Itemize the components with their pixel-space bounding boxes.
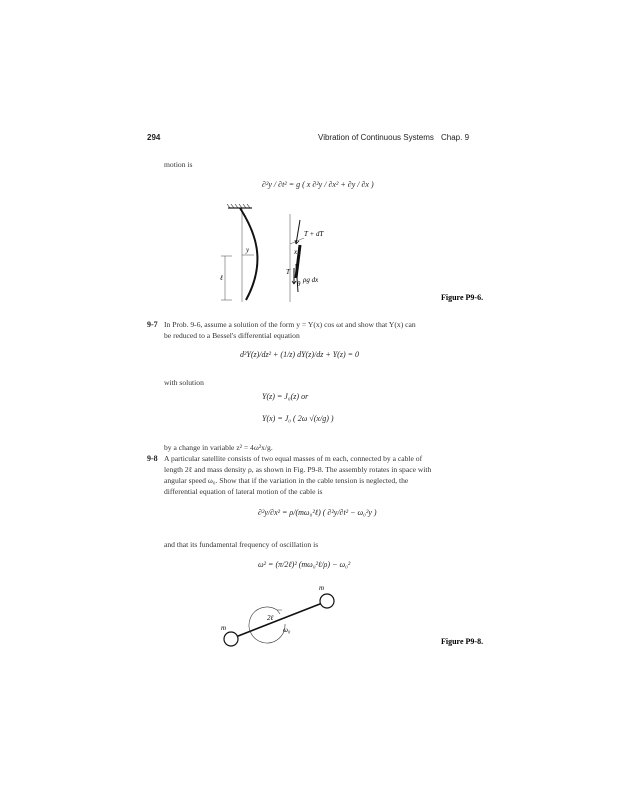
label-mass-left: m	[221, 624, 227, 632]
chapter-label: Chap. 9	[441, 133, 470, 142]
solution-1: Y(z) = J₀(z) or	[262, 392, 309, 401]
label-tension: T + dT	[304, 230, 324, 238]
problem-9-8-number: 9-8	[147, 454, 158, 463]
page-number: 294	[147, 133, 161, 142]
problem-9-8-line1: A particular satellite consists of two equal masses of m each, connected by a cable of	[164, 454, 423, 463]
frequency-equation: ω² = (π/2ℓ)² (mω₀²ℓ/ρ) − ω₀²	[258, 560, 351, 569]
problem-9-8-line2: length 2ℓ and mass density ρ, as shown in Fig. P9-8. The assembly rotates in space with	[164, 465, 432, 474]
frequency-intro-text: and that its fundamental frequency of oscillation is	[164, 540, 319, 549]
problem-9-8-line4: differential equation of lateral motion of the cable is	[164, 487, 323, 496]
figure-p9-8-caption: Figure P9-8.	[441, 637, 484, 646]
running-title: Vibration of Continuous Systems	[318, 133, 434, 142]
label-length: ℓ	[220, 274, 223, 282]
with-solution-text: with solution	[164, 378, 204, 387]
label-mass-right: m	[319, 584, 325, 592]
label-tension-low: T	[286, 268, 290, 276]
change-variable-text: by a change in variable z² = 4ω²x/g.	[164, 443, 273, 452]
label-theta: θ	[297, 280, 301, 288]
solution-2: Y(x) = J₀ ( 2ω √(x/g) )	[262, 414, 334, 423]
label-mass: ρg dx	[303, 276, 319, 284]
label-cable-length: 2ℓ	[267, 614, 274, 622]
problem-9-8-line3: angular speed ω₀. Show that if the variation in the cable tension is neglected, the	[164, 476, 409, 485]
label-omega: ω₀	[283, 626, 291, 634]
bessel-equation: d²Y(z)/dz² + (1/z) dY(z)/dz + Y(z) = 0	[240, 350, 359, 359]
intro-text: motion is	[164, 160, 193, 169]
problem-9-7-line1: In Prob. 9-6, assume a solution of the form y = Y(x) cos ωt and show that Y(x) can	[164, 320, 416, 329]
hanging-chain-drawing	[221, 204, 257, 302]
problem-9-7-line2: be reduced to a Bessel's differential equation	[164, 331, 300, 340]
figure-p9-8	[215, 580, 485, 655]
figure-p9-6-caption: Figure P9-6.	[441, 293, 484, 302]
cable-equation: ∂²y/∂x² = ρ/(mω₀²ℓ) ( ∂²y/∂t² − ω₀²y )	[258, 508, 377, 517]
figure-p9-6	[220, 200, 490, 310]
equation-motion: ∂²y / ∂t² = g ( x ∂²y / ∂x² + ∂y / ∂x )	[262, 180, 374, 189]
problem-9-7-number: 9-7	[147, 320, 158, 329]
label-y: y	[246, 246, 250, 254]
label-x: x	[294, 248, 298, 256]
element-free-body	[290, 214, 304, 302]
satellite-drawing	[224, 594, 334, 646]
